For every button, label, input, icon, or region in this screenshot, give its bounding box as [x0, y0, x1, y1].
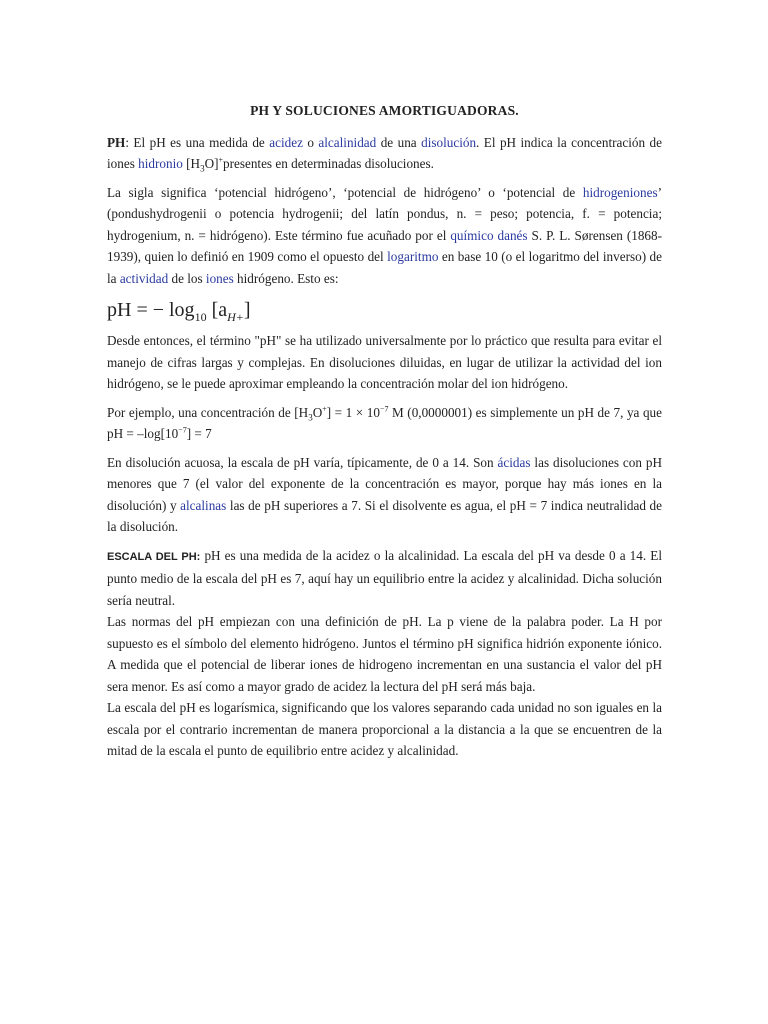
link-hidrogeniones[interactable]: hidrogeniones [582, 184, 658, 200]
formula-part: pH = − log [107, 299, 195, 321]
link-acidas[interactable]: ácidas [497, 454, 531, 470]
superscript: −7 [178, 425, 187, 435]
paragraph-ph-definition [107, 132, 662, 175]
subscript: 3 [200, 163, 205, 174]
link-logaritmo[interactable]: logaritmo [387, 249, 439, 264]
text: las disoluciones con pH menores que 7 (el valor del exponente de la concentración es mayor, porque hay más iones en la disolución) y [107, 454, 662, 513]
text: La sigla significa ‘potencial hidrógeno’, ‘potencial de hidrógeno’ o ‘potencial de [107, 184, 583, 200]
ph-formula [107, 296, 662, 324]
link-iones[interactable]: iones [205, 270, 234, 286]
paragraph-normas: Las normas del pH empiezan con una definición de pH. La p viene de la palabra poder. La H por supuesto es el símbolo del elemento hidrógeno. Juntos el término pH significa hidrión exponente iónico. A medida que el potencial de liberar iones de hidrogeno incrementan en una sustancia el valor del pH sera menor. Es así como a mayor grado de acidez la lectura del pH será más baja. [107, 614, 662, 694]
document-page [107, 100, 662, 762]
text: Por ejemplo, una concentración de [H [107, 404, 309, 420]
text: O] [204, 156, 219, 171]
subscript: 3 [308, 412, 313, 423]
section-escala-del-ph [107, 545, 662, 762]
paragraph-disolucion-acuosa [107, 452, 662, 538]
formula-part: [a [206, 299, 228, 321]
link-disolucion[interactable]: disolución [421, 134, 477, 150]
text: de una [376, 134, 422, 150]
paragraph-logaritmica: La escala del pH es logarísmica, significando que los valores separando cada unidad no son iguales en la escala por el contrario incrementan de manera proporcional a la distancia a la que se encuentren de la mitad de la escala el punto de equilibrio entre acidez y alcalinidad. [107, 700, 662, 758]
text: hidrógeno. Esto es: [233, 270, 339, 286]
ph-lead: PH [107, 134, 126, 150]
link-hidronio[interactable]: hidronio [138, 156, 183, 171]
paragraph-escala [107, 545, 662, 612]
escala-lead: ESCALA DEL PH: [107, 550, 201, 563]
link-alcalinidad[interactable]: alcalinidad [318, 134, 377, 150]
text: las de pH superiores a 7. Si el disolvente es agua, el pH = 7 indica neutralidad de la disolución. [107, 497, 662, 534]
document-title: PH Y SOLUCIONES AMORTIGUADORAS. [250, 103, 519, 118]
text: . El pH indica la concentración de iones [107, 134, 662, 171]
text: O [312, 404, 323, 420]
text: : El pH es una medida de [125, 134, 270, 150]
text: En disolución acuosa, la escala de pH varía, típicamente, de 0 a 14. Son [107, 454, 498, 470]
text: pH es una medida de la acidez o la alcalinidad. La escala del pH va desde 0 a 14. El punto medio de la escala del pH es 7, aquí hay un equilibrio entre la acidez y alcalinidad. Dicha solución sería neutral. [107, 547, 662, 608]
superscript: −7 [379, 404, 389, 414]
text: ’ (pondushydrogenii o potencia hydrogenii; del latín pondus, n. = peso; potencia, f. = potencia; hydrogenium, n. = hidrógeno). Este término fue acuñado por el [107, 184, 662, 243]
paragraph-sigla [107, 182, 662, 290]
text: de los [168, 270, 206, 286]
paragraph-desde-entonces: Desde entonces, el término "pH" se ha utilizado universalmente por lo práctico que resulta para evitar el manejo de cifras largas y complejas. En disoluciones diluidas, en lugar de utilizar la actividad del ion hidrógeno, se le puede aproximar empleando la concentración molar del ion hidrógeno. [107, 333, 662, 391]
formula-part: ] [243, 299, 251, 321]
text: S. P. L. Sørensen (1868-1939), quien lo definió en 1909 como el opuesto del [107, 227, 663, 264]
link-actividad[interactable]: actividad [119, 270, 169, 286]
paragraph-ejemplo [107, 402, 662, 445]
text: [H [182, 156, 201, 171]
superscript: + [322, 404, 327, 414]
text: o [302, 134, 319, 150]
text: M (0,0000001) es simplemente un pH de 7, ya que pH = –log[10 [107, 404, 662, 441]
superscript: + [218, 155, 223, 165]
formula-subscript: 10 [194, 310, 207, 324]
formula-subscript: H+ [227, 310, 244, 324]
text: ] = 7 [186, 426, 212, 441]
text: en base 10 (o el logaritmo del inverso) de la [107, 249, 662, 286]
link-alcalinas[interactable]: alcalinas [180, 497, 227, 513]
link-acidez[interactable]: acidez [269, 134, 303, 150]
text: presentes en determinadas disoluciones. [223, 156, 434, 171]
link-quimico-danes[interactable]: químico danés [450, 227, 528, 243]
text: ] = 1 × 10 [326, 404, 380, 420]
